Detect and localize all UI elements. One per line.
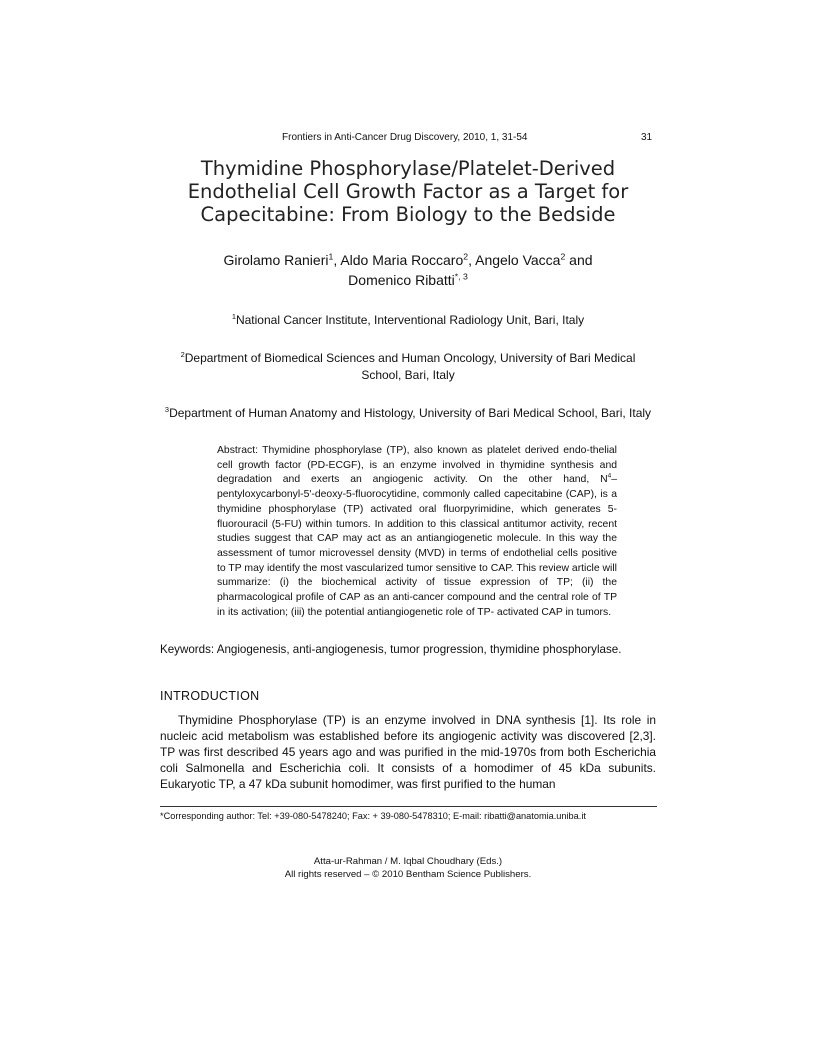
- title-line-2: Endothelial Cell Growth Factor as a Target for: [187, 180, 629, 203]
- keywords-label: Keywords:: [160, 643, 215, 656]
- affiliation-text: Department of Biomedical Sciences and Human Oncology, University of Bari Medical School, Bari, Italy: [184, 351, 636, 382]
- author-name: , Aldo Maria Roccaro: [333, 252, 464, 268]
- author-line-1: [160, 250, 656, 270]
- page-footer: [160, 855, 656, 881]
- footer-rights: All rights reserved – © 2010 Bentham Science Publishers.: [284, 869, 532, 880]
- abstract: [217, 444, 617, 620]
- keywords: [160, 642, 660, 658]
- footnote-divider: [160, 806, 657, 807]
- author-list: [160, 250, 656, 290]
- introduction-paragraph: Thymidine Phosphorylase (TP) is an enzyme involved in DNA synthesis [1]. Its role in nucleic acid metabolism was established before its angiogenic activity was discovered [2,3]. TP was first described 45 years ago and was purified in the mid-1970s from both Escherichia coli Salmonella and Escherichia coli. It consists of a homodimer of 45 kDa subunits. Eukaryotic TP, a 47 kDa subunit homodimer, was first purified to the human: [160, 713, 656, 791]
- author-affil-sup: 2: [560, 251, 566, 262]
- author-affil-sup: *, 3: [454, 271, 468, 282]
- author-line-2: [160, 270, 656, 290]
- affiliation-3: [160, 405, 656, 422]
- affiliation-sup: 2: [180, 350, 185, 359]
- corresponding-author-note: *Corresponding author: Tel: +39-080-5478240; Fax: + 39-080-5478310; E-mail: ribatti@anatomia.uniba.it: [160, 811, 586, 821]
- abstract-text-cont: –pentyloxycarbonyl-5'-deoxy-5-fluorocytidine, commonly called capecitabine (CAP), is a thymidine phosphorylase (TP) activated oral fluorpyrimidine, which generates 5-fluorouracil (5-FU) within tumors. In addition to this classical antitumor activity, recent studies suggest that CAP may act as an antiangiogenetic molecule. In this way the assessment of tumor microvessel density (MVD) in terms of endothelial cells positive to TP may identify the most vascularized tumor sensitive to CAP. This review article will summarize: (i) the biochemical activity of tissue expression of TP; (ii) the pharmacological profile of CAP as an anti-cancer compound and the central role of TP in its activation; (iii) the potential antiangiogenetic role of TP- activated CAP in tumors.: [217, 474, 617, 618]
- journal-header: Frontiers in Anti-Cancer Drug Discovery, 2010, 1, 31-54: [282, 132, 528, 143]
- abstract-sup: 4: [607, 472, 612, 480]
- abstract-text: Thymidine phosphorylase (TP), also known as platelet derived endo-thelial cell growth factor (PD-ECGF), is an enzyme involved in thymidine synthesis and degradation and exerts an angiogenic activity. On the other hand, N: [217, 445, 617, 486]
- affiliation-sup: 1: [231, 312, 236, 321]
- author-affil-sup: 2: [463, 251, 469, 262]
- article-title: [160, 157, 656, 226]
- page-number: 31: [641, 132, 653, 143]
- author-name: Domenico Ribatti: [348, 272, 455, 288]
- affiliation-sup: 3: [164, 405, 170, 414]
- footer-editors: Atta-ur-Rahman / M. Iqbal Choudhary (Eds.): [313, 856, 503, 867]
- author-conjunction: and: [565, 252, 593, 268]
- affiliation-1: [160, 312, 656, 329]
- affiliation-text: Department of Human Anatomy and Histology, University of Bari Medical School, Bari, Italy: [169, 406, 652, 420]
- abstract-label: Abstract:: [217, 445, 258, 456]
- keywords-text: Angiogenesis, anti-angiogenesis, tumor progression, thymidine phosphorylase.: [214, 643, 622, 656]
- affiliation-text: National Cancer Institute, Interventional Radiology Unit, Bari, Italy: [235, 313, 585, 327]
- author-name: , Angelo Vacca: [468, 252, 561, 268]
- section-heading-introduction: INTRODUCTION: [160, 689, 260, 703]
- title-line-1: Thymidine Phosphorylase/Platelet-Derived: [200, 157, 616, 180]
- affiliation-2: [160, 350, 656, 384]
- author-affil-sup: 1: [328, 251, 334, 262]
- title-line-3: Capecitabine: From Biology to the Bedside: [200, 203, 616, 226]
- author-name: Girolamo Ranieri: [223, 252, 329, 268]
